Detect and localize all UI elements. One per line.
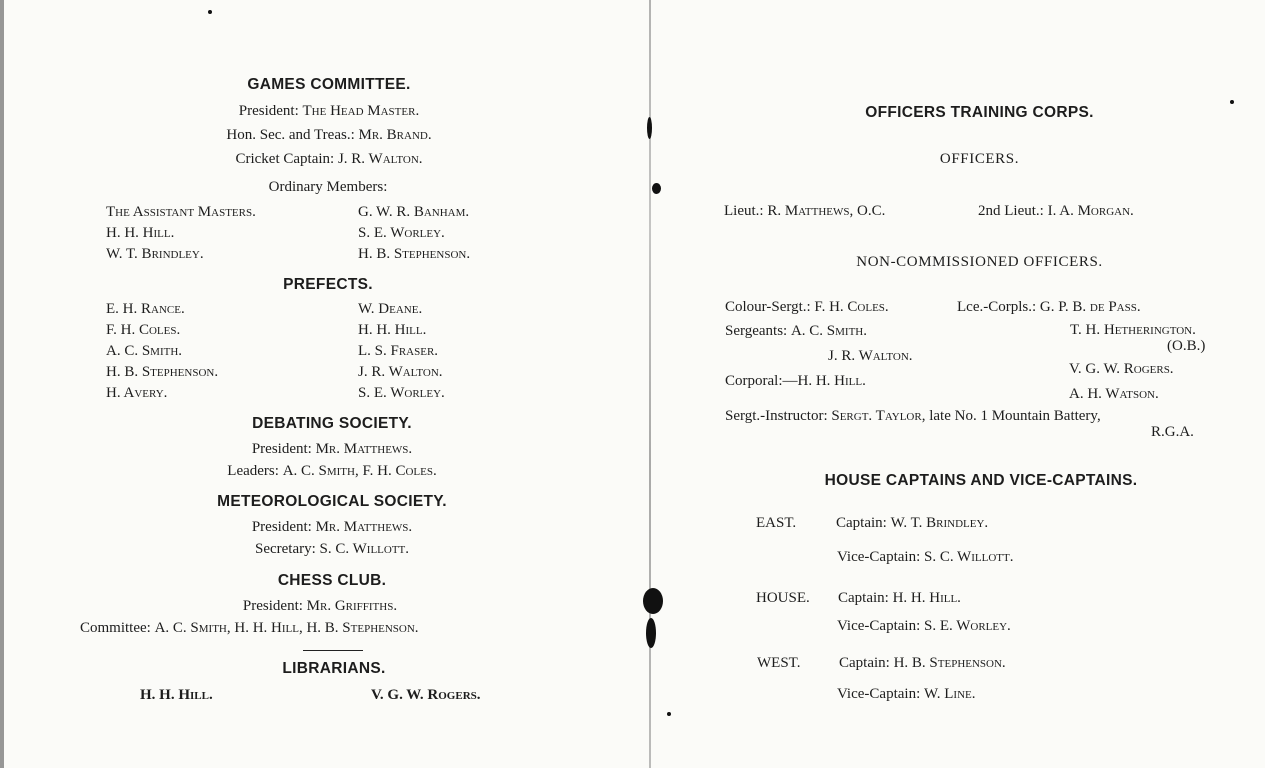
chess-heading: CHESS CLUB. — [277, 572, 387, 589]
sergeants-line — [725, 323, 867, 340]
instructor-unit: R.G.A. — [1151, 424, 1194, 440]
house-name: WEST. — [757, 655, 801, 671]
colour-sergt-label: Colour-Sergt.: — [725, 299, 811, 315]
lce-corpl-name: V. G. W. Rogers. — [1069, 361, 1174, 377]
lce-corpl-name: A. H. Watson. — [1069, 386, 1159, 402]
games-member: The Assistant Masters. — [106, 204, 256, 220]
sergeant-name: J. R. Walton. — [828, 348, 913, 364]
prefect-name: H. Avery. — [106, 385, 168, 401]
prefect-name: E. H. Rance. — [106, 301, 185, 317]
house-vice-line — [837, 549, 1013, 566]
corporal-line — [725, 373, 866, 390]
prefect-name: H. B. Stephenson. — [106, 364, 219, 380]
meteorological-secretary-label: Secretary: — [254, 541, 316, 557]
house-heading: HOUSE CAPTAINS AND VICE-CAPTAINS. — [824, 472, 1138, 489]
sergeant-name: A. C. Smith. — [790, 323, 868, 339]
prefects-heading: PREFECTS. — [283, 276, 373, 293]
games-hon-sec: Mr. Brand. — [358, 127, 432, 143]
house-vice-captain: S. E. Worley. — [923, 618, 1011, 634]
meteorological-president: Mr. Matthews. — [315, 519, 413, 535]
games-member: G. W. R. Banham. — [358, 204, 470, 220]
games-hon-sec-label: Hon. Sec. and Treas.: — [226, 127, 355, 143]
second-lieut-name: I. A. Morgan. — [1047, 203, 1134, 219]
games-cricket-label: Cricket Captain: — [235, 151, 335, 167]
lce-corpl-name: T. H. Hetherington. — [1070, 322, 1196, 338]
prefect-name: L. S. Fraser. — [358, 343, 439, 359]
chess-president-line — [0, 598, 640, 615]
games-president-line — [0, 103, 658, 120]
right-page — [652, 0, 1265, 768]
debating-leaders-label: Leaders: — [227, 463, 279, 479]
lieut-line — [724, 203, 885, 220]
chess-committee-label: Committee: — [80, 620, 151, 636]
meteorological-president-label: President: — [251, 519, 312, 535]
games-member: W. T. Brindley. — [106, 246, 204, 262]
debating-leaders-line — [0, 463, 664, 480]
games-member: S. E. Worley. — [358, 225, 445, 241]
ink-spot — [1230, 100, 1234, 104]
colour-sergt-name: F. H. Coles. — [814, 299, 889, 315]
librarians-heading: LIBRARIANS. — [282, 660, 386, 677]
librarian-name: V. G. W. Rogers. — [371, 687, 481, 703]
house-vice-label: Vice-Captain: — [837, 549, 921, 565]
games-heading: GAMES COMMITTEE. — [247, 76, 411, 93]
section-divider — [303, 650, 363, 651]
nco-heading: NON-COMMISSIONED OFFICERS. — [856, 254, 1103, 270]
debating-leaders: A. C. Smith, F. H. Coles. — [282, 463, 437, 479]
prefect-name: S. E. Worley. — [358, 385, 445, 401]
house-vice-label: Vice-Captain: — [837, 618, 921, 634]
ink-spot — [652, 183, 661, 194]
second-lieut-label: 2nd Lieut.: — [978, 203, 1044, 219]
house-name: HOUSE. — [756, 590, 810, 606]
chess-president-label: President: — [242, 598, 303, 614]
debating-president-line — [0, 441, 664, 458]
lce-corpl-name: G. P. B. de Pass. — [1039, 299, 1141, 315]
lieut-label: Lieut.: — [724, 203, 764, 219]
lce-corpls-label: Lce.-Corpls.: — [957, 299, 1037, 315]
games-ordinary-label: Ordinary Members: — [268, 179, 388, 195]
house-captain: H. B. Stephenson. — [893, 655, 1006, 671]
games-president: The Head Master. — [302, 103, 420, 119]
lieut-name: R. Matthews, O.C. — [767, 203, 886, 219]
house-captain-label: Captain: — [836, 515, 887, 531]
colour-sergt-line — [725, 299, 889, 316]
ink-spot — [647, 117, 652, 139]
ink-spot — [646, 618, 656, 648]
house-vice-captain: W. Line. — [923, 686, 976, 702]
ink-spot — [643, 588, 663, 614]
lce-corpl-note: (O.B.) — [1167, 338, 1206, 354]
meteorological-heading: METEOROLOGICAL SOCIETY. — [217, 493, 447, 510]
house-captain-label: Captain: — [838, 590, 889, 606]
games-president-label: President: — [238, 103, 299, 119]
house-vice-label: Vice-Captain: — [837, 686, 921, 702]
chess-committee: A. C. Smith, H. H. Hill, H. B. Stephenson. — [154, 620, 419, 636]
prefect-name: H. H. Hill. — [358, 322, 427, 338]
house-captain: H. H. Hill. — [892, 590, 961, 606]
debating-president-label: President: — [251, 441, 312, 457]
house-captain-line — [838, 590, 961, 607]
officers-heading: OFFICERS. — [939, 151, 1020, 167]
prefect-name: J. R. Walton. — [358, 364, 443, 380]
corporal-name: H. H. Hill. — [797, 373, 866, 389]
prefect-name: W. Deane. — [358, 301, 423, 317]
house-vice-captain: S. C. Willott. — [923, 549, 1014, 565]
prefect-name: A. C. Smith. — [106, 343, 183, 359]
ink-spot — [667, 712, 671, 716]
prefect-name: F. H. Coles. — [106, 322, 181, 338]
instructor-line — [725, 408, 1101, 425]
instructor-name: Sergt. Taylor, — [831, 408, 926, 424]
games-member: H. B. Stephenson. — [358, 246, 471, 262]
meteorological-secretary: S. C. Willott. — [319, 541, 410, 557]
instructor-detail: late No. 1 Mountain Battery, — [929, 408, 1101, 424]
lce-corpls-line — [957, 299, 1141, 316]
sergeants-label: Sergeants: — [725, 323, 788, 339]
debating-heading: DEBATING SOCIETY. — [252, 415, 412, 432]
games-member: H. H. Hill. — [106, 225, 175, 241]
games-cricket-line — [0, 151, 658, 168]
chess-president: Mr. Griffiths. — [306, 598, 398, 614]
librarian-name: H. H. Hill. — [140, 687, 213, 703]
house-name: EAST. — [756, 515, 797, 531]
meteorological-secretary-line — [0, 541, 664, 558]
otc-heading: OFFICERS TRAINING CORPS. — [865, 104, 1094, 121]
house-captain-line — [839, 655, 1006, 672]
chess-committee-line — [80, 620, 419, 637]
debating-president: Mr. Matthews. — [315, 441, 413, 457]
house-captain: W. T. Brindley. — [890, 515, 989, 531]
house-vice-line — [837, 618, 1011, 635]
games-cricket-captain: J. R. Walton. — [337, 151, 423, 167]
house-vice-line — [837, 686, 976, 703]
house-captain-line — [836, 515, 988, 532]
instructor-label: Sergt.-Instructor: — [725, 408, 828, 424]
games-hon-sec-line — [0, 127, 658, 144]
house-captain-label: Captain: — [839, 655, 890, 671]
second-lieut-line — [978, 203, 1134, 220]
meteorological-president-line — [0, 519, 664, 536]
ink-spot — [208, 10, 212, 14]
corporal-label: Corporal:— — [725, 373, 798, 389]
